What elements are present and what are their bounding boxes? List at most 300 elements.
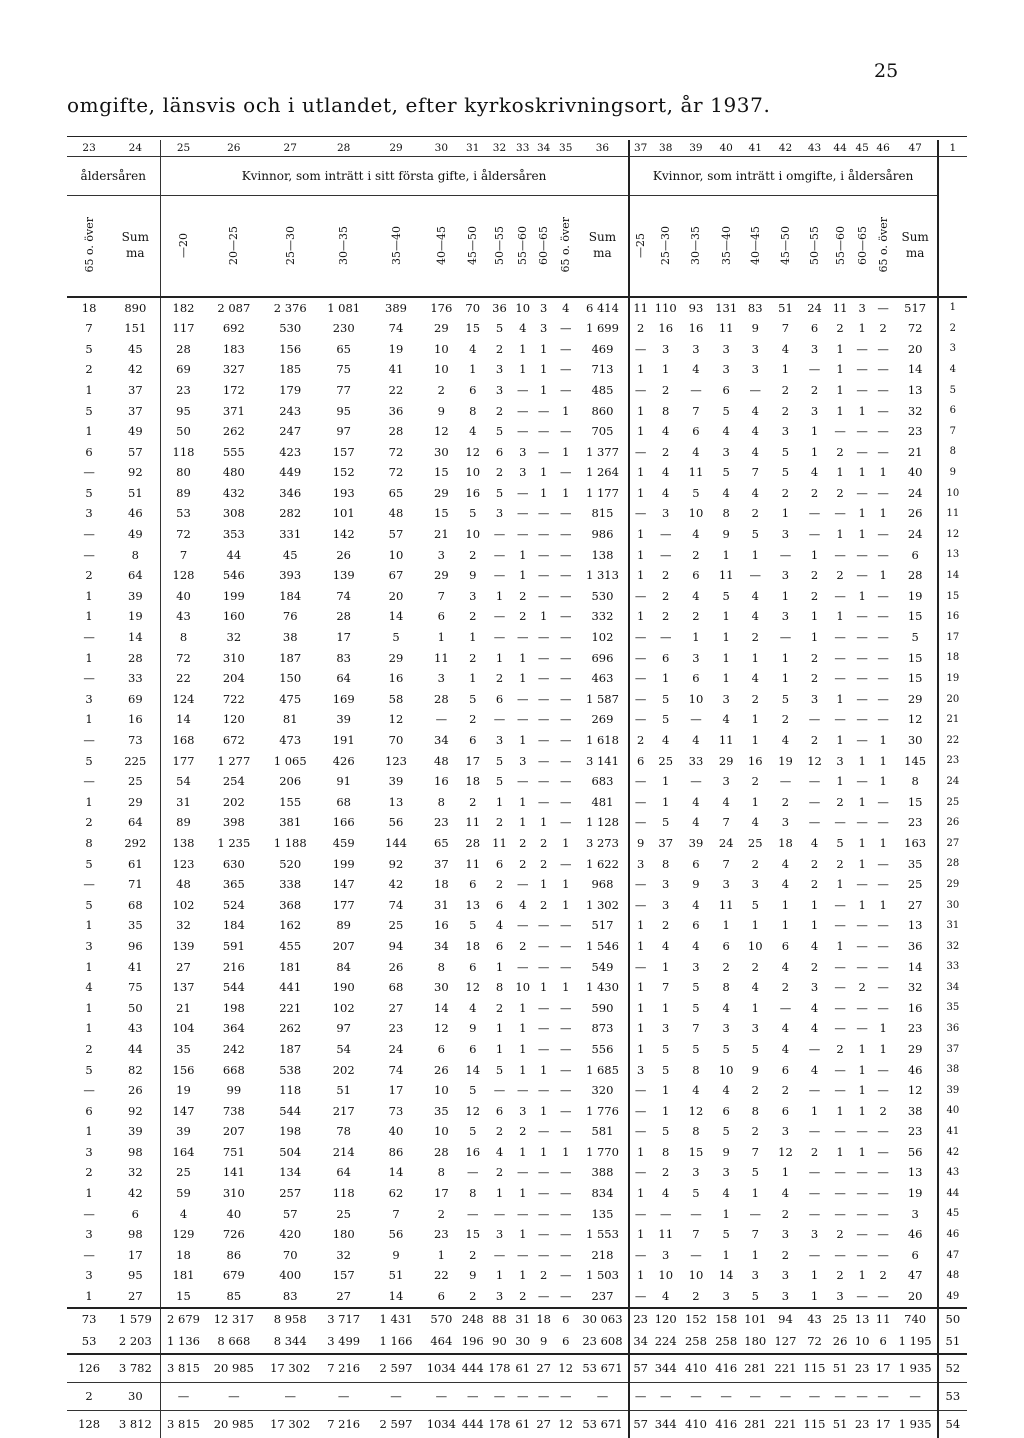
column-number: 34 [533,140,554,157]
table-cell: 3 [539,321,548,336]
table-cell: 4 [495,918,504,933]
table-cell: 3 [85,691,93,706]
table-cell: — [856,774,868,789]
table-cell: 4 [722,1000,730,1015]
table-cell: 57 [282,1206,298,1221]
table-cell: 2 [751,774,759,789]
table-cell: 9 [722,527,730,542]
table-cell: 42 [388,877,404,892]
table-cell: 92 [388,856,404,871]
table-cell: 28 [907,568,923,583]
table-cell: 890 [124,300,147,315]
table-cell: 28 [388,424,404,439]
table-cell: 27 [336,1289,351,1304]
table-cell: 11 [465,856,481,871]
table-cell: 9 [392,1247,400,1262]
table-cell: 41 [388,362,404,377]
table-cell: 152 [680,1308,713,1331]
table-cell: 35 [128,918,143,933]
table-cell: 3 [85,506,93,521]
table-cell: 320 [591,1083,614,1098]
table-cell: — [537,506,550,521]
age-label [680,196,713,298]
age-label-text: Summa [588,230,617,260]
table-cell: — [877,794,889,809]
table-cell: 9 [629,833,652,854]
table-cell: 1 [836,733,844,748]
table-cell: 5 [781,691,790,706]
column-number: 40 [712,140,740,157]
table-cell: 2 [810,568,819,583]
table-cell: 672 [222,733,245,748]
table-cell: 4 [722,424,730,439]
table-cell: 64 [336,1165,351,1180]
table-cell: 8 [662,1144,670,1159]
table-cell: 1 [858,753,866,768]
table-cell: — [629,710,652,731]
table-cell: — [690,774,702,789]
table-cell: 1 [539,1144,548,1159]
table-cell: 1 [85,382,93,397]
table-cell: 1 [495,588,504,603]
table-cell: 3 [781,1227,790,1242]
table-cell: 14 [718,1268,734,1283]
column-number: 27 [261,140,319,157]
table-cell: 5 [781,444,790,459]
table-cell: 1 [629,1142,652,1163]
table-cell: — [559,362,572,377]
table-cell: 57 [629,1411,652,1438]
table-cell: 3 [692,959,700,974]
table-cell: 2 [519,835,527,850]
table-cell: 1 [858,403,866,418]
table-cell: 815 [591,506,614,521]
table-cell: 19 [907,1186,923,1201]
table-cell: 9 [722,1144,730,1159]
table-cell: 6 [692,856,700,871]
table-cell: 11 [718,733,734,748]
table-row [67,483,967,504]
table-cell: 118 [332,1186,355,1201]
table-row [67,339,967,360]
table-cell: 3 [692,650,700,665]
table-cell: 2 [836,568,844,583]
table-cell: 51 [336,1083,351,1098]
table-cell: 1 177 [585,485,619,500]
table-cell: 23 [907,424,923,439]
table-cell: 2 [879,321,887,336]
table-cell: 3 [751,362,759,377]
table-row [67,1331,967,1354]
table-cell: 2 [495,815,504,830]
age-label-text: 55—60 [516,225,530,265]
column-number: 31 [459,140,487,157]
table-cell: 48 [160,875,207,896]
table-cell: 3 [810,1227,819,1242]
table-cell: 6 [85,1103,93,1118]
table-cell: — [877,1062,889,1077]
table-cell: 27 [160,957,207,978]
table-cell: — [877,1289,889,1304]
table-cell: 3 [519,465,527,480]
table-cell: 3 [751,877,759,892]
table-cell: 4 [495,1144,504,1159]
table-cell: 9 [469,1021,477,1036]
table-cell: 2 [85,362,93,377]
table-cell: 344 [652,1354,680,1383]
table-cell: 12 317 [207,1308,262,1331]
table-cell: 2 [469,712,477,727]
table-cell: 692 [222,321,245,336]
table-cell: 168 [160,730,207,751]
table-cell: 128 [160,566,207,587]
table-cell: 1 [495,650,504,665]
table-cell: 3 [722,341,730,356]
table-row [67,1308,967,1331]
column-number: 37 [629,140,652,157]
table-cell: 10 [434,341,449,356]
age-label-text: 45—50 [778,225,792,265]
table-cell: 4 [722,794,730,809]
table-cell: 1 [85,959,93,974]
table-cell: — [559,1103,572,1118]
table-cell: 4 [781,959,790,974]
table-cell: 4 [519,321,527,336]
table-cell: 93 [688,300,704,315]
table-cell: 15 [434,465,449,480]
table-cell: 8 [437,959,445,974]
table-cell: 70 [282,1247,298,1262]
table-cell: 4 [692,733,700,748]
table-cell: 32 [336,1247,351,1262]
table-cell: 6 [469,733,477,748]
table-cell: 32 [128,1165,143,1180]
table-cell: — [834,1124,846,1139]
table-cell: 40 [388,1124,404,1139]
table-cell: 1 [519,650,527,665]
table-cell: 7 [751,465,759,480]
table-cell: — [559,815,572,830]
table-cell: 17 [128,1247,143,1262]
table-cell: 5 [662,691,670,706]
table-cell: 398 [222,815,245,830]
table-cell: 199 [222,588,245,603]
table-row [67,936,967,957]
table-cell: 27 [128,1289,143,1304]
table-cell: 1 [781,362,790,377]
table-cell: 679 [222,1268,245,1283]
table-cell: — [368,1383,424,1411]
table-cell: 7 [751,1227,759,1242]
table-cell: 308 [222,506,245,521]
table-cell: 683 [591,774,614,789]
table-cell: 1 [879,506,887,521]
table-cell: 2 [810,485,819,500]
table-cell: 4 [810,465,819,480]
table-cell: 1 [879,835,887,850]
table-cell: 1 [836,1144,844,1159]
table-cell: 4 [751,424,759,439]
table-cell: 860 [591,403,614,418]
table-cell: 1 [539,341,548,356]
table-cell: 4 [469,1000,477,1015]
table-cell: 7 [692,403,700,418]
table-cell: — [493,609,506,624]
row-number: 49 [938,1287,967,1309]
table-cell: — [629,669,652,690]
table-cell: — [559,712,572,727]
table-cell: 2 [662,588,670,603]
top-rule [67,136,967,137]
table-cell: 368 [279,897,302,912]
table-cell: 18 [434,877,449,892]
table-cell: 3 [781,609,790,624]
table-cell: 15 [160,1287,207,1309]
table-cell: 73 [388,1103,404,1118]
table-cell: 2 [858,980,866,995]
table-cell: — [856,341,868,356]
table-cell: 410 [680,1354,713,1383]
table-cell: 34 [629,1331,652,1354]
table-cell: 39 [128,1124,143,1139]
table-cell: 92 [128,465,143,480]
table-cell: — [808,362,821,377]
table-cell: 54 [160,772,207,793]
age-label-text: 25—30 [283,225,297,265]
table-cell: 6 [554,1308,577,1331]
row-number: 30 [938,895,967,916]
table-cell: 310 [222,650,245,665]
table-cell: 3 [836,753,844,768]
table-cell: 156 [279,341,302,356]
table-cell: 28 [160,339,207,360]
table-cell: — [493,1083,506,1098]
table-cell: 1 [85,1289,93,1304]
table-cell: 1 [495,1021,504,1036]
table-cell: 29 [434,485,449,500]
table-cell: 144 [385,835,407,850]
table-cell: 1 [810,1289,819,1304]
table-cell: — [834,1165,846,1180]
table-cell: 6 [495,897,504,912]
table-cell: 1 [469,362,477,377]
table-cell: — [877,1247,889,1262]
table-cell: — [856,671,868,686]
table-cell: 2 [629,319,652,340]
row-number: 13 [938,545,967,566]
table-cell: 6 [911,547,919,562]
table-cell: 16 [434,774,449,789]
table-cell: 5 [495,424,504,439]
table-cell: 1 313 [585,568,619,583]
table-cell: 1 [495,794,504,809]
column-number: 38 [652,140,680,157]
table-cell: 101 [332,506,355,521]
table-cell: 152 [332,465,355,480]
table-cell: — [629,1081,652,1102]
table-cell: 26 [388,959,404,974]
table-cell: 14 [465,1062,481,1077]
column-number: 36 [577,140,628,157]
table-cell: 504 [279,1144,302,1159]
table-cell: — [559,1124,572,1139]
table-cell: 2 [836,856,844,871]
table-cell: 1 [469,630,477,645]
table-cell: 365 [222,877,245,892]
header-row-number-blank [938,157,967,196]
table-cell: 1 [495,1041,504,1056]
table-cell: 2 [495,1124,504,1139]
table-cell: 43 [160,607,207,628]
table-cell: 449 [279,465,302,480]
table-cell: — [559,1186,572,1201]
table-cell: 190 [332,980,355,995]
table-cell: 74 [336,588,351,603]
row-number: 1 [938,297,967,319]
table-cell: 7 216 [319,1411,368,1438]
row-number: 7 [938,422,967,443]
table-cell: 1 [751,794,759,809]
table-cell: 158 [712,1308,740,1331]
table-cell: 1 [858,1144,866,1159]
age-label [111,196,160,298]
table-cell: — [779,547,792,562]
table-cell: 243 [279,403,302,418]
column-number: 23 [67,140,111,157]
table-cell: 3 [722,877,730,892]
table-cell: — [559,1227,572,1242]
table-cell: 90 [492,1334,507,1349]
table-cell: 986 [591,527,614,542]
table-cell: 16 [688,321,704,336]
table-cell: 16 [465,1144,481,1159]
table-cell: 8 [85,835,93,850]
table-cell: — [828,1383,851,1411]
table-row [67,1354,967,1383]
table-cell: 1 [562,485,570,500]
table-cell: — [516,774,529,789]
table-cell: 1 [836,1103,844,1118]
table-cell: 41 [128,959,143,974]
table-row [67,895,967,916]
table-cell: 2 [519,856,527,871]
table-cell: 230 [332,321,355,336]
age-label-text: —20 [177,232,190,258]
table-cell: 46 [907,1227,923,1242]
table-cell: 30 [434,980,449,995]
table-cell: 873 [591,1021,614,1036]
age-label [852,196,873,298]
table-cell: 4 [692,444,700,459]
header-first-marriage: Kvinnor, som inträtt i sitt första gifte, i åldersåren [160,157,629,196]
table-cell: 1 587 [585,691,619,706]
table-cell: 22 [388,382,404,397]
table-cell: 6 [562,1334,570,1349]
table-cell: 1 [781,1165,790,1180]
table-cell: 1 [629,545,652,566]
age-label-text: 35—40 [389,225,403,265]
table-cell: 4 [810,835,819,850]
table-cell: 6 [781,1062,790,1077]
table-cell: 98 [128,1144,143,1159]
table-cell: 4 [692,588,700,603]
table-cell: — [537,671,550,686]
table-cell: 6 [781,1103,790,1118]
table-cell: 24 [907,485,923,500]
age-label [873,196,894,298]
table-cell: 1 [495,959,504,974]
table-cell: 8 [722,980,730,995]
table-cell: 3 [495,382,504,397]
table-cell: 5 [392,630,400,645]
table-cell: 3 [629,854,652,875]
age-label [261,196,319,298]
table-cell: 15 [688,1144,704,1159]
table-cell: 199 [332,856,355,871]
table-cell: 4 [692,1083,700,1098]
table-cell: — [629,586,652,607]
table-cell: 1 377 [585,444,619,459]
table-cell: 4 [781,341,790,356]
table-row [67,319,967,340]
table-cell: 74 [388,1062,404,1077]
table-cell: 21 [160,998,207,1019]
table-cell: 5 [469,918,477,933]
table-cell: 292 [124,835,147,850]
table-cell: 57 [629,1354,652,1383]
table-cell: 7 216 [319,1354,368,1383]
table-cell: 2 [519,1289,527,1304]
row-number: 12 [938,525,967,546]
table-cell: 138 [160,833,207,854]
table-cell: 1 [836,362,844,377]
table-cell: 139 [160,936,207,957]
table-cell: 344 [652,1411,680,1438]
table-cell: 19 [388,341,404,356]
table-row [67,628,967,649]
table-cell: 9 [469,568,477,583]
table-cell: 5 [692,1186,700,1201]
table-cell: 1 622 [585,856,619,871]
table-cell: — [559,382,572,397]
table-cell: — [537,733,550,748]
table-cell: — [856,444,868,459]
header-aldersaren: åldersåren [67,157,160,196]
table-cell: 327 [222,362,245,377]
table-cell: 69 [160,360,207,381]
statistics-table [67,140,967,1438]
table-cell: 1 [692,630,700,645]
table-cell: 1034 [424,1354,459,1383]
table-cell: 179 [279,382,302,397]
table-cell: 1 [662,362,670,377]
table-cell: 110 [654,300,677,315]
table-cell: — [877,485,889,500]
table-cell: 12 [554,1354,577,1383]
table-cell: 2 [437,382,445,397]
table-cell: — [877,1165,889,1180]
row-number: 15 [938,586,967,607]
table-cell: 2 [781,1206,790,1221]
table-cell: 1 [539,1103,548,1118]
table-cell: — [877,609,889,624]
table-cell: — [877,1186,889,1201]
table-cell: — [83,465,95,480]
table-cell: 4 [692,938,700,953]
table-cell: 12 [907,712,923,727]
table-cell: — [856,959,868,974]
table-cell: — [487,1383,513,1411]
